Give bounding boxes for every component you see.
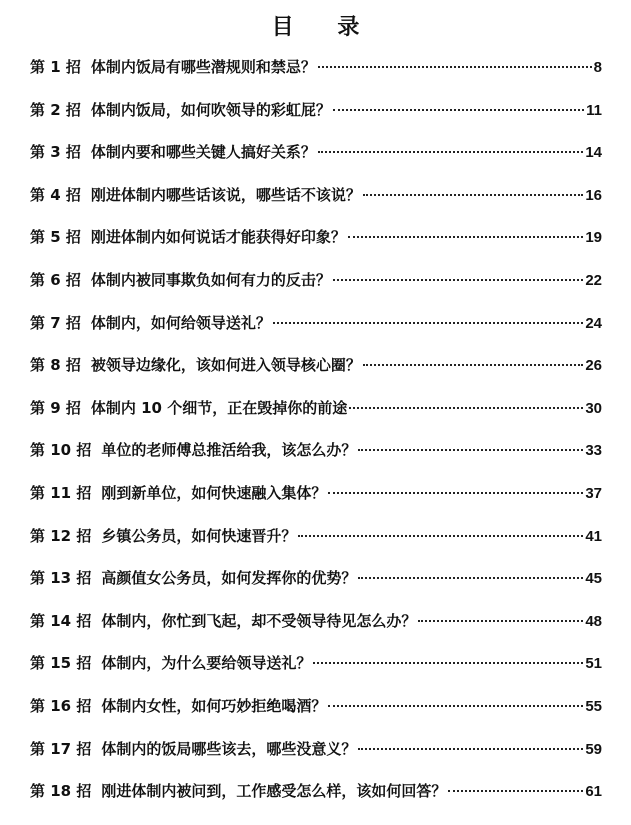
entry-page-number: 48	[585, 612, 602, 630]
dot-leader	[313, 662, 583, 664]
page-title: 目 录	[271, 15, 378, 40]
entry-page-number: 14	[585, 144, 602, 162]
dot-leader	[298, 535, 583, 537]
toc-entry[interactable]	[30, 652, 602, 695]
entry-number: 第 6 招	[30, 270, 81, 289]
dot-leader	[349, 407, 583, 409]
entry-page-number: 11	[586, 101, 602, 119]
entry-title: 体制内的饭局哪些该去，哪些没意义？	[101, 739, 357, 758]
toc-entry[interactable]	[30, 269, 602, 312]
toc-entry[interactable]	[30, 141, 602, 184]
entry-page-number: 45	[585, 570, 602, 588]
entry-page-number: 51	[585, 655, 602, 673]
dot-leader	[448, 790, 583, 792]
entry-title: 体制内被同事欺负如何有力的反击？	[90, 270, 331, 289]
entry-number: 第 5 招	[30, 228, 81, 247]
entry-title: 体制内，为什么要给领导送礼？	[101, 654, 312, 673]
entry-page-number: 24	[585, 314, 602, 332]
entry-number: 第 11 招	[30, 483, 92, 502]
entry-title: 体制内要和哪些关键人搞好关系？	[90, 143, 316, 162]
dot-leader	[358, 748, 583, 750]
entry-number: 第 18 招	[30, 782, 92, 801]
entry-title: 体制内饭局有哪些潜规则和禁忌？	[90, 58, 316, 76]
toc-entry[interactable]	[30, 354, 602, 397]
entry-number: 第 16 招	[30, 696, 92, 715]
entry-number: 第 2 招	[30, 100, 81, 119]
toc-entry[interactable]	[30, 397, 602, 440]
entry-number: 第 3 招	[30, 143, 81, 162]
entry-page-number: 16	[585, 186, 602, 204]
toc-entry[interactable]	[30, 312, 602, 355]
dot-leader	[363, 194, 583, 196]
toc-entry[interactable]	[30, 567, 602, 610]
entry-title: 刚进体制内被问到，工作感受怎么样，该如何回答？	[101, 782, 447, 801]
entry-title: 高颜值女公务员，如何发挥你的优势？	[101, 569, 357, 588]
entry-title: 被领导边缘化，该如何进入领导核心圈？	[90, 356, 361, 375]
toc-entry[interactable]	[30, 226, 602, 269]
dot-leader	[418, 620, 583, 622]
entry-page-number: 26	[585, 357, 602, 375]
toc-entry[interactable]	[30, 780, 602, 823]
entry-number: 第 17 招	[30, 739, 92, 758]
dot-leader	[358, 449, 583, 451]
toc-entry[interactable]	[30, 738, 602, 781]
entry-number: 第 10 招	[30, 441, 92, 460]
entry-title: 刚进体制内如何说话才能获得好印象？	[90, 228, 346, 247]
dot-leader	[358, 577, 583, 579]
entry-title: 体制内女性，如何巧妙拒绝喝酒？	[101, 696, 327, 715]
entry-page-number: 22	[585, 271, 602, 289]
dot-leader	[328, 492, 583, 494]
entry-number: 第 9 招	[30, 398, 81, 417]
entry-page-number: 33	[585, 442, 602, 460]
entry-title: 刚到新单位，如何快速融入集体？	[101, 483, 327, 502]
entry-page-number: 41	[585, 527, 602, 545]
dot-leader	[273, 322, 583, 324]
entry-number: 第 13 招	[30, 569, 92, 588]
dot-leader	[363, 364, 583, 366]
entry-title: 体制内饭局，如何吹领导的彩虹屁？	[90, 100, 331, 119]
table-of-contents	[30, 56, 602, 823]
entry-page-number: 59	[585, 740, 602, 758]
entry-page-number: 30	[585, 399, 602, 417]
toc-entry[interactable]	[30, 525, 602, 568]
entry-number: 第 12 招	[30, 526, 92, 545]
entry-number: 第 4 招	[30, 185, 81, 204]
entry-title: 单位的老师傅总推活给我，该怎么办？	[101, 441, 357, 460]
entry-page-number: 37	[585, 484, 602, 502]
entry-number: 第 8 招	[30, 356, 81, 375]
entry-page-number: 55	[585, 697, 602, 715]
toc-entry[interactable]	[30, 439, 602, 482]
toc-entry[interactable]	[30, 184, 602, 227]
entry-page-number: 8	[593, 59, 602, 76]
entry-title: 体制内，你忙到飞起，却不受领导待见怎么办？	[101, 611, 417, 630]
entry-title: 体制内，如何给领导送礼？	[90, 313, 271, 332]
entry-number: 第 7 招	[30, 313, 81, 332]
toc-entry[interactable]	[30, 695, 602, 738]
entry-page-number: 19	[585, 229, 602, 247]
entry-title: 乡镇公务员，如何快速晋升？	[101, 526, 297, 545]
entry-number: 第 14 招	[30, 611, 92, 630]
toc-entry[interactable]	[30, 99, 602, 142]
entry-number: 第 1 招	[30, 58, 81, 76]
dot-leader	[318, 151, 583, 153]
dot-leader	[328, 705, 583, 707]
entry-title: 刚进体制内哪些话该说，哪些话不该说？	[90, 185, 361, 204]
toc-entry[interactable]	[30, 610, 602, 653]
dot-leader	[318, 66, 592, 68]
toc-entry[interactable]	[30, 482, 602, 525]
entry-page-number: 61	[585, 783, 602, 801]
entry-title: 体制内 10 个细节，正在毁掉你的前途	[90, 398, 348, 417]
toc-entry[interactable]	[30, 56, 602, 99]
dot-leader	[333, 109, 584, 111]
dot-leader	[333, 279, 583, 281]
dot-leader	[348, 236, 583, 238]
entry-number: 第 15 招	[30, 654, 92, 673]
